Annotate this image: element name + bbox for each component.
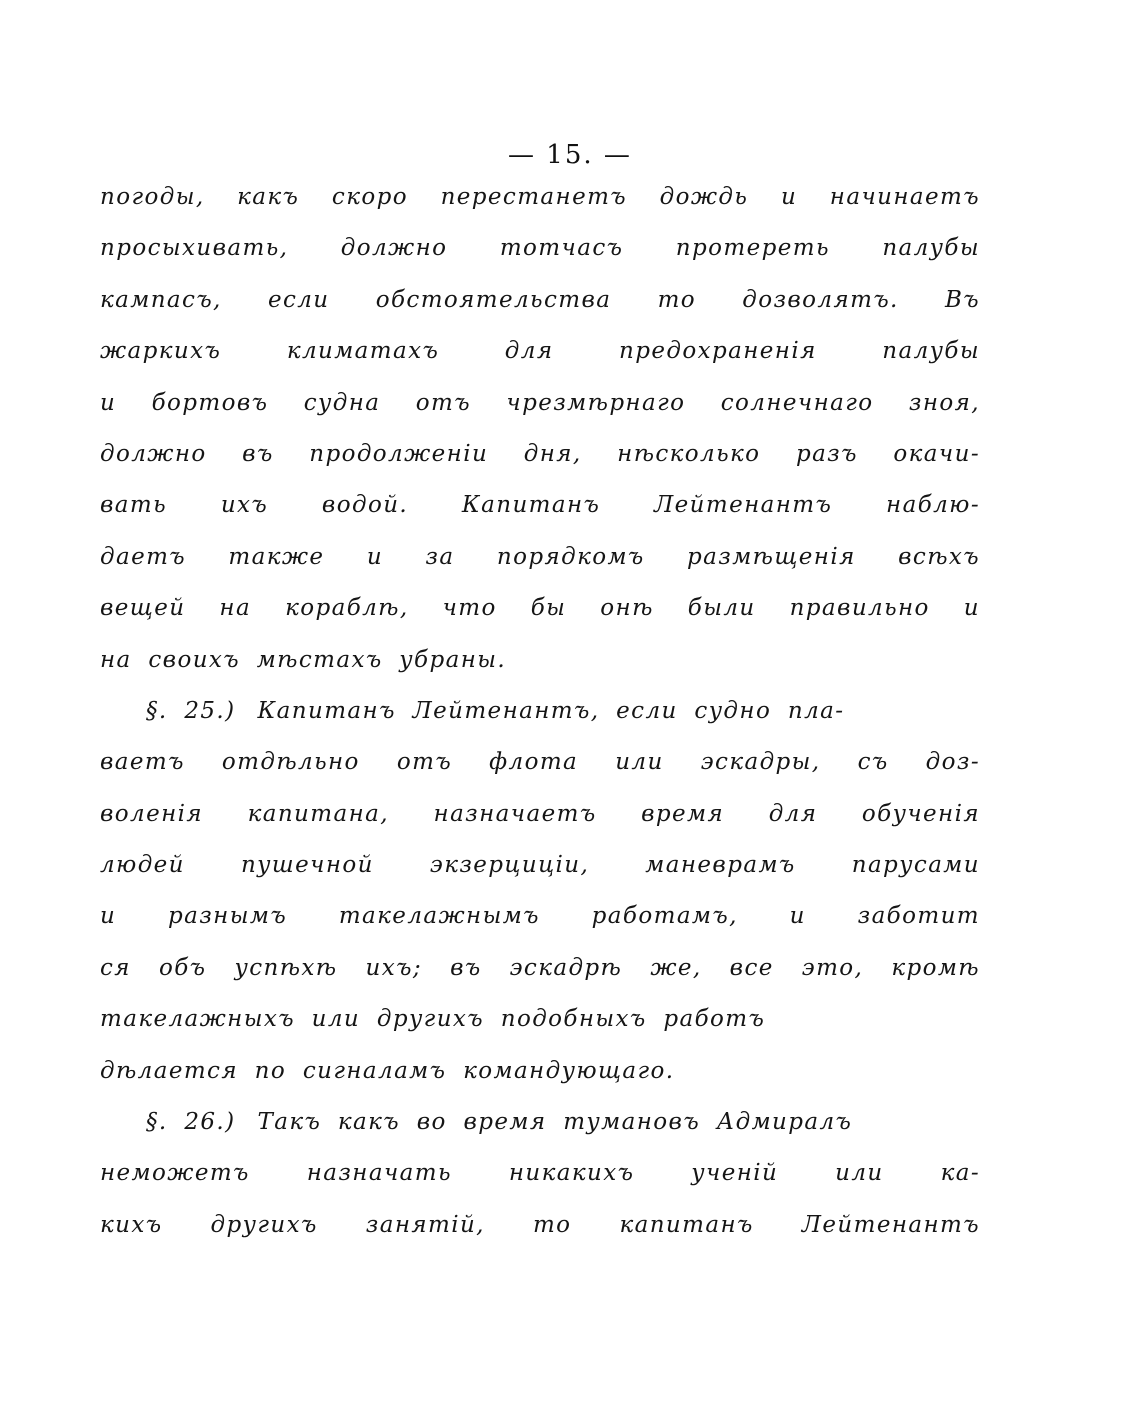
text-line: кампасъ, если обстоятельства то дозволятъ. Въ bbox=[100, 286, 980, 313]
text-line: вещей на кораблѣ, что бы онѣ были правильно и bbox=[100, 595, 980, 622]
section-heading-line bbox=[100, 686, 980, 737]
text-line: такелажныхъ или другихъ подобныхъ работъ bbox=[100, 1006, 766, 1033]
section-heading-line bbox=[100, 1097, 980, 1148]
text-line: Капитанъ Лейтенантъ, если судно пла- bbox=[257, 697, 845, 724]
text-line: ся объ успѣхѣ ихъ; въ эскадрѣ же, все это, кромѣ bbox=[100, 954, 980, 981]
section-mark-25: §. 25.) bbox=[146, 697, 236, 724]
text-line: неможетъ назначать никакихъ ученій или ка- bbox=[100, 1160, 980, 1187]
text-line: и бортовъ судна отъ чрезмѣрнаго солнечнаго зноя, bbox=[100, 389, 980, 416]
text-line: жаркихъ климатахъ для предохраненія палубы bbox=[100, 338, 980, 365]
text-line: ваетъ отдѣльно отъ флота или эскадры, съ доз- bbox=[100, 749, 980, 776]
text-line: Такъ какъ во время тумановъ Адмиралъ bbox=[257, 1109, 853, 1136]
text-line: и разнымъ такелажнымъ работамъ, и заботит bbox=[100, 903, 980, 930]
text-line: на своихъ мѣстахъ убраны. bbox=[100, 646, 507, 673]
text-line: просыхивать, должно тотчасъ протереть палубы bbox=[100, 235, 980, 262]
page-number: — 15. — bbox=[508, 140, 632, 170]
text-line: погоды, какъ скоро перестанетъ дождь и начинаетъ bbox=[100, 184, 980, 210]
manuscript-text bbox=[100, 172, 980, 1251]
text-line: воленія капитана, назначаетъ время для обученія bbox=[100, 800, 980, 827]
text-line: кихъ другихъ занятій, то капитанъ Лейтенантъ bbox=[100, 1211, 980, 1238]
text-line: вать ихъ водой. Капитанъ Лейтенантъ наблю- bbox=[100, 492, 980, 519]
text-line: даетъ также и за порядкомъ размѣщенія всѣхъ bbox=[100, 543, 980, 570]
text-line: дѣлается по сигналамъ командующаго. bbox=[100, 1057, 675, 1084]
section-mark-26: §. 26.) bbox=[146, 1109, 236, 1136]
text-line: должно въ продолженіи дня, нѣсколько разъ окачи- bbox=[100, 440, 980, 467]
text-line: людей пушечной экзерциціи, маневрамъ парусами bbox=[100, 852, 980, 879]
